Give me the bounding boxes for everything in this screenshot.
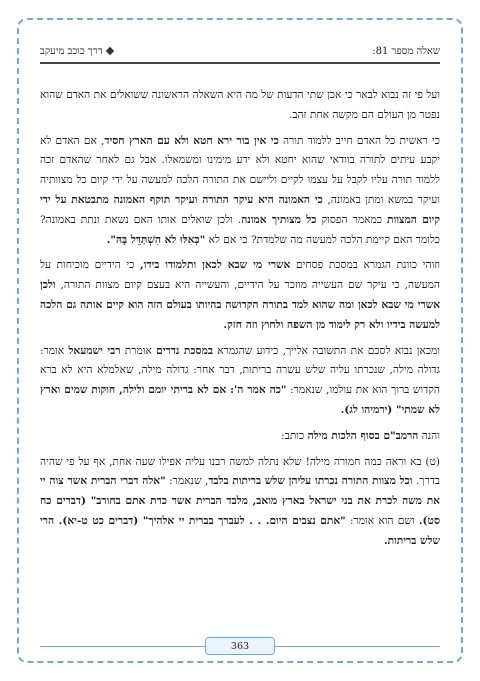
bold-text-run: "אלה דברי הברית אשר צוה יי את משה לכרת את בני ישראל בארץ מואב, מלבד הברית אשר כרת אתם בחורב" (דברים כח סט). (40, 475, 440, 527)
body-text (40, 86, 440, 558)
bold-text-run: רבי ישמעאל (68, 344, 121, 357)
header-rule (40, 62, 440, 64)
header-diamond-icon (105, 47, 113, 55)
footer-rule-right (275, 646, 440, 647)
text-run: , שנאמר: (165, 475, 209, 488)
bold-text-run: כי אין בור ירא חטא ולא עם הארץ חסיד (104, 134, 279, 147)
text-run: ושם הוא אומר: (345, 514, 419, 527)
text-run: וזוהי כוונת הגמרא במסכת פסחים (290, 259, 440, 272)
text-run: כי ראשית כל האדם חייב ללמוד תורה (278, 134, 440, 147)
text-run: ומכאן נבוא לסכם את התשובה אלייך, כידוע שהגמרא (212, 344, 441, 357)
bold-text-run: כי האמונה היא עיקר התורה ועיקר תוקף האמונה מתבטאת על ידי קיום המצוות (40, 193, 441, 226)
paragraph (40, 342, 440, 421)
paragraph (40, 453, 440, 552)
text-run: . ולכן שואלים אותו האם נשאת ונתת באמונה? כלומר האם קיימת הלכה למעשה מה שלמדת? כי אם לא (40, 213, 440, 246)
header-question-number: שאלה מספר 81: (372, 45, 440, 57)
text-run: כמאמר הפסוק (316, 213, 388, 226)
paragraph (40, 427, 440, 447)
text-run: אומרת (120, 344, 157, 357)
bold-text-run: "כה אמר ה': אם לא בריתי יומם ולילה, חוקות שמים וארץ לא שמתי" (ירמיהו לג). (40, 384, 440, 416)
text-run: ועל פי זה נבוא לבאר כי אכן שתי הדעות של מה היא השאלה הראשונה ששואלים את האדם שהוא נפטר מן העולם הם מקשה אחת זהב. (40, 89, 440, 121)
paragraph (40, 86, 440, 126)
text-run: והנה (418, 429, 440, 442)
bold-text-run: הרמב"ם בסוף הלכות מילה (307, 429, 419, 442)
text-run: כותב: (281, 429, 308, 442)
text-run: כי הידיים מוכיחות על המעשה, כי עיקר שם העשייה מוזכר על הידיים, והעשייה היא בעצם קיום מצוות התורה, (40, 259, 440, 292)
bold-text-run: במסכת נדרים (156, 344, 213, 357)
bold-text-run: "אתם נצבים היום. . . לעברך בברית יי אלהיך" (דברים כט ט-יא). הרי שלש בריתות. (40, 514, 440, 547)
header-book-title: דרך כוכב מיעקב (40, 45, 103, 57)
running-header (40, 40, 440, 62)
bold-text-run: וכל מצוות התורה נכרתו עליהן שלש בריתות בלבד (208, 475, 413, 488)
paragraph (40, 256, 440, 335)
footer-rule-left (40, 646, 205, 647)
bold-text-run: "כְּאִלּוּ לֹא הִשְׁתַּדֵּל בָּהּ". (106, 233, 206, 246)
paragraph (40, 132, 440, 251)
text-run: אומר: גדולה מילה, שנכרתו עליה שלש עשרה בריתות, דבר אחר: גדולה מילה, שאלמלא היא לא ברא הקדוש ברוך הוא את עולמו, שנאמר: (40, 344, 440, 397)
text-run: , אם האדם לא יקבע עיתים לתורה בוודאי שהוא יחטא ולא ידע מימינו ומשמאלו. אבל גם לאחר שהאדם זכה ללמוד תורה עליו לקבל על עצמו לקיים וליישם את התורה הלכה למעשה על ידי קיום כל מצוותיה ועיקר במשא ומתן באמונה, (40, 134, 440, 206)
text-run: (ט) בא וראה כמה חמורה מילה! שלא נתלה למשה רבנו עליה אפילו שעה אחת, אף על פי שהיה בדרך. (40, 455, 440, 488)
header-book-title-wrap (40, 46, 113, 57)
bold-text-run: ולכן אשרי מי שבא לכאן ומה שהוא למד בתורה הקדושה בהיותו בעולם הזה הוא קיים אותה גם הלכה למעשה בידיו ולא רק לימוד מן השפה ולחוץ וזה חזק. (40, 279, 440, 331)
bold-text-run: כל מצותיך אמונה (241, 213, 317, 226)
page-number: 363 (205, 637, 275, 655)
bold-text-run: אשרי מי שבא לכאן ותלמודו בידו, (139, 259, 291, 272)
